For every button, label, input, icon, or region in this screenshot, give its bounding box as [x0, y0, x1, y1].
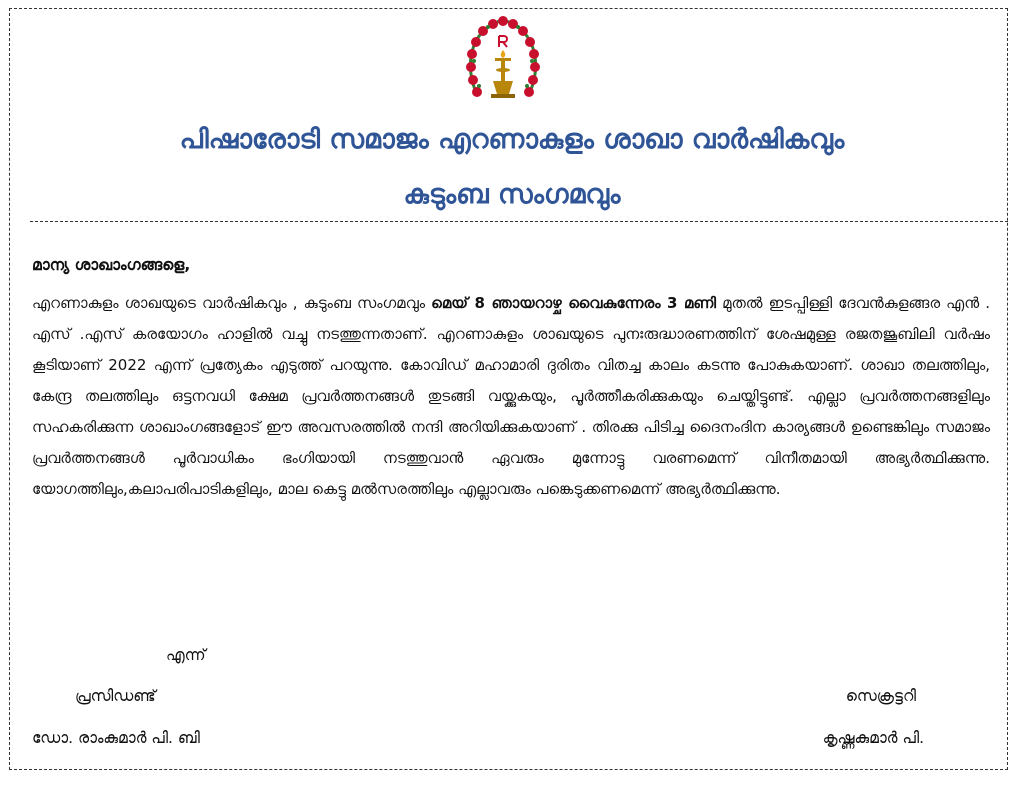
president-title: പ്രസിഡണ്ട്: [75, 687, 156, 705]
secretary-title: സെക്രട്ടറി: [845, 687, 916, 705]
body-intro: എറണാകുളം ശാഖയുടെ വാർഷികവും , കുടുംബ സംഗമവും: [32, 294, 426, 312]
president-name: ഡോ. രാംകുമാർ പി. ബി: [32, 729, 200, 747]
header-divider: [30, 221, 1008, 222]
lamp-garland-emblem-icon: [463, 12, 543, 104]
page-title: പിഷാരോടി സമാജം എറണാകുളം ശാഖാ വാർഷികവും: [179, 124, 845, 155]
event-datetime: മെയ് 8 ഞായറാഴ്ച വൈകുന്നേരം 3 മണി: [431, 294, 716, 312]
closing-word: എന്ന്: [166, 646, 206, 664]
salutation: മാന്യ ശാഖാംഗങ്ങളെ,: [32, 256, 191, 274]
secretary-name: കൃഷ്ണകുമാർ പി.: [822, 729, 924, 747]
letter-body: [32, 288, 990, 505]
body-rest: മുതൽ ഇടപ്പിള്ളി ദേവൻകുളങ്ങര എൻ . എസ് .എസ് കരയോഗം ഹാളിൽ വച്ചു നടത്തുന്നതാണ്. എറണാകുളം ശാഖയുടെ പുനഃരുദ്ധാരണത്തിന് ശേഷമുള്ള രജതജൂബിലി വർഷം കൂടിയാണ് 2022 എന്ന് പ്രത്യേകം എടുത്ത് പറയുന്നു. കോവിഡ് മഹാമാരി ദുരിതം വിതച്ച കാലം കടന്നു പോകുകയാണ്. ശാഖാ തലത്തിലും, കേന്ദ്ര തലത്തിലും ഒട്ടനവധി ക്ഷേമ പ്രവർത്തനങ്ങൾ തുടങ്ങി വയ്ക്കുകയും, പൂർത്തീകരിക്കുകയും ചെയ്തിട്ടുണ്ട്. എല്ലാ പ്രവർത്തനങ്ങളിലും സഹകരിക്കുന്ന ശാഖാംഗങ്ങളോട് ഈ അവസരത്തിൽ നന്ദി അറിയിക്കുകയാണ് . തിരക്കു പിടിച്ച ദൈനംദിന കാര്യങ്ങൾ ഉണ്ടെങ്കിലും സമാജം പ്രവർത്തനങ്ങൾ പൂർവാധികം ഭംഗിയായി നടത്തുവാൻ ഏവരും മുന്നോട്ടു വരണമെന്ന് വിനീതമായി അഭ്യർത്ഥിക്കുന്നു. യോഗത്തിലും,കലാപരിപാടികളിലും, മാല കെട്ടു മൽസരത്തിലും എല്ലാവരും പങ്കെടുക്കണമെന്ന് അഭ്യർത്ഥിക്കുന്നു.: [32, 294, 990, 498]
page-subtitle: കുടുംബ സംഗമവും: [403, 179, 621, 210]
